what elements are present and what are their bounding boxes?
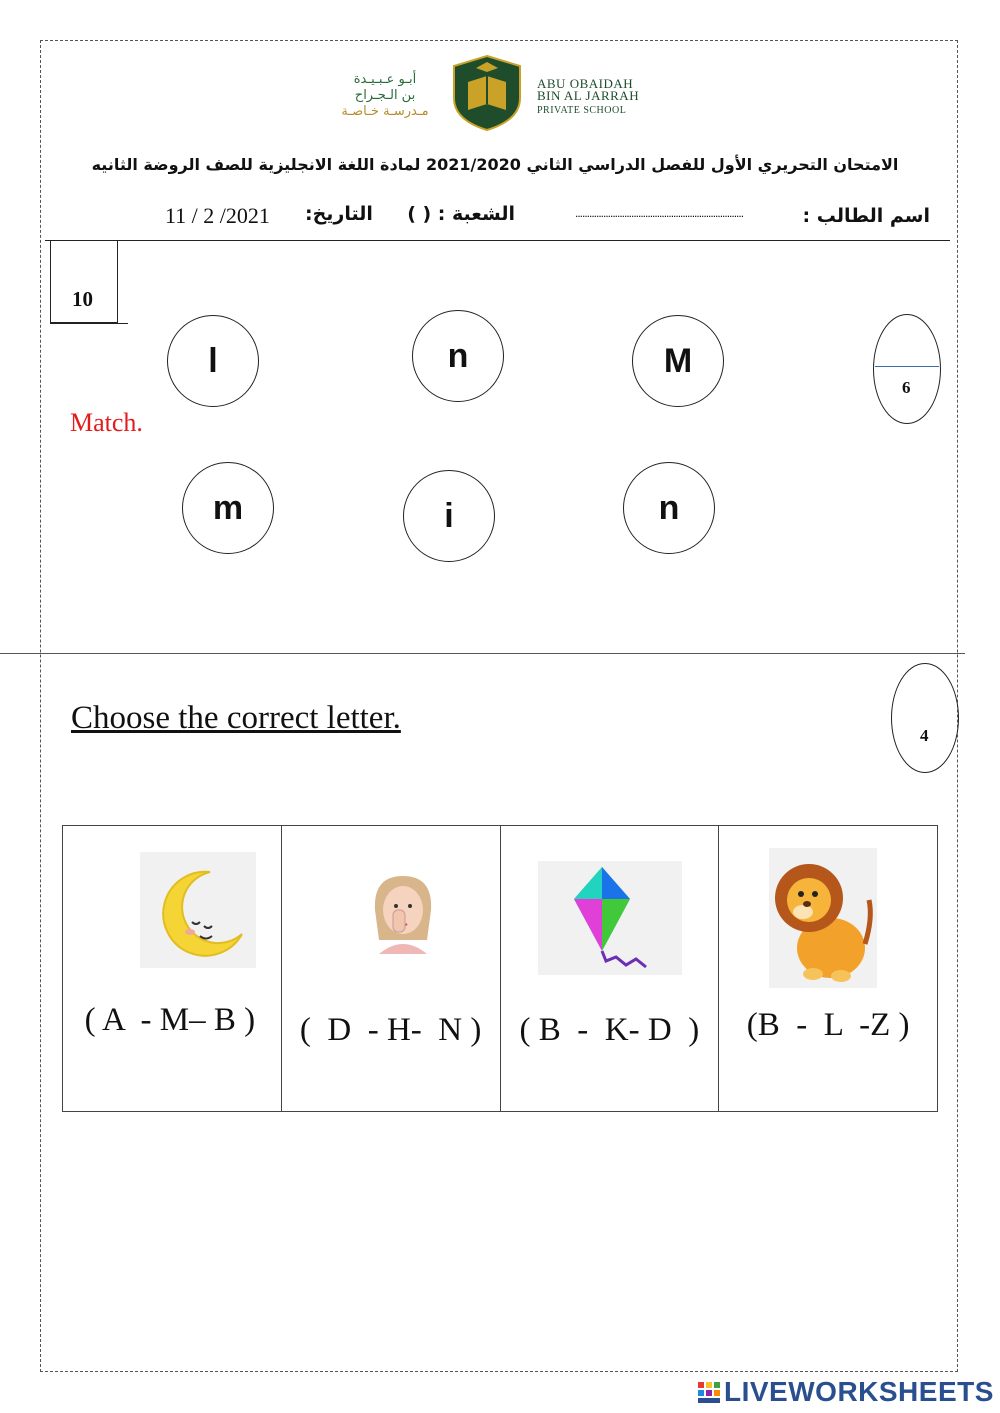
school-name-english: ABU OBAIDAH BIN AL JARRAH PRIVATE SCHOOL [537, 76, 640, 116]
choose-title: Choose the correct letter. [71, 700, 401, 736]
header-rule [45, 240, 950, 241]
match-title: Match. [70, 408, 143, 437]
total-score-underline [50, 323, 128, 324]
top-letter-circle[interactable] [632, 315, 724, 407]
kite-picture [538, 861, 682, 975]
choice-options[interactable]: ( D - H- N ) [299, 1012, 482, 1048]
choice-options[interactable]: ( A - M– B ) [84, 1002, 256, 1038]
choice-cell-moon [63, 826, 282, 1111]
section-label: الشعبة : ( ) [407, 203, 515, 225]
top-letter: n [447, 336, 469, 375]
student-name-label: اسم الطالب : [802, 205, 930, 227]
school-name-arabic: أبـو عـبـيـدة بن الـجـراح مـدرسـة خـاصـة [341, 72, 429, 119]
choice-cell-nose [282, 826, 501, 1111]
choice-options[interactable]: ( B - K- D ) [519, 1012, 700, 1048]
lion-picture [769, 848, 877, 988]
student-name-field[interactable]: ........................................................................ [575, 206, 744, 220]
section2-score-oval [891, 663, 959, 773]
section1-score-divider [875, 366, 939, 367]
liveworksheets-logo-icon [698, 1382, 722, 1404]
footer-brand[interactable]: LIVEWORKSHEETS [724, 1376, 994, 1407]
top-letter: l [208, 341, 218, 380]
bottom-letter: n [658, 488, 680, 527]
date-value: 11 / 2 /2021 [165, 203, 270, 228]
top-letter-circle[interactable] [167, 315, 259, 407]
bottom-letter: i [444, 496, 454, 535]
exam-title: الامتحان التحريري الأول للفصل الدراسي الثاني 2021/2020 لمادة اللغة الانجليزية للصف الروضة الثانيه [91, 155, 899, 174]
bottom-letter-circle[interactable] [182, 462, 274, 554]
moon-picture [140, 852, 256, 968]
section-divider [0, 653, 965, 654]
bottom-letter-circle[interactable] [403, 470, 495, 562]
section2-score: 4 [920, 726, 929, 745]
choice-cell-kite [501, 826, 720, 1111]
choice-options[interactable]: (B - L -Z ) [746, 1007, 910, 1043]
total-score: 10 [72, 287, 93, 311]
bottom-letter-circle[interactable] [623, 462, 715, 554]
date-label: التاريخ: [305, 203, 373, 225]
choice-table [62, 825, 938, 1112]
school-crest-icon [450, 54, 524, 132]
top-letter-circle[interactable] [412, 310, 504, 402]
nose-picture [365, 870, 441, 956]
section1-score: 6 [902, 378, 911, 397]
top-letter: M [663, 341, 693, 380]
section1-score-oval [873, 314, 941, 424]
bottom-letter: m [212, 488, 244, 527]
choice-cell-lion [719, 826, 937, 1111]
